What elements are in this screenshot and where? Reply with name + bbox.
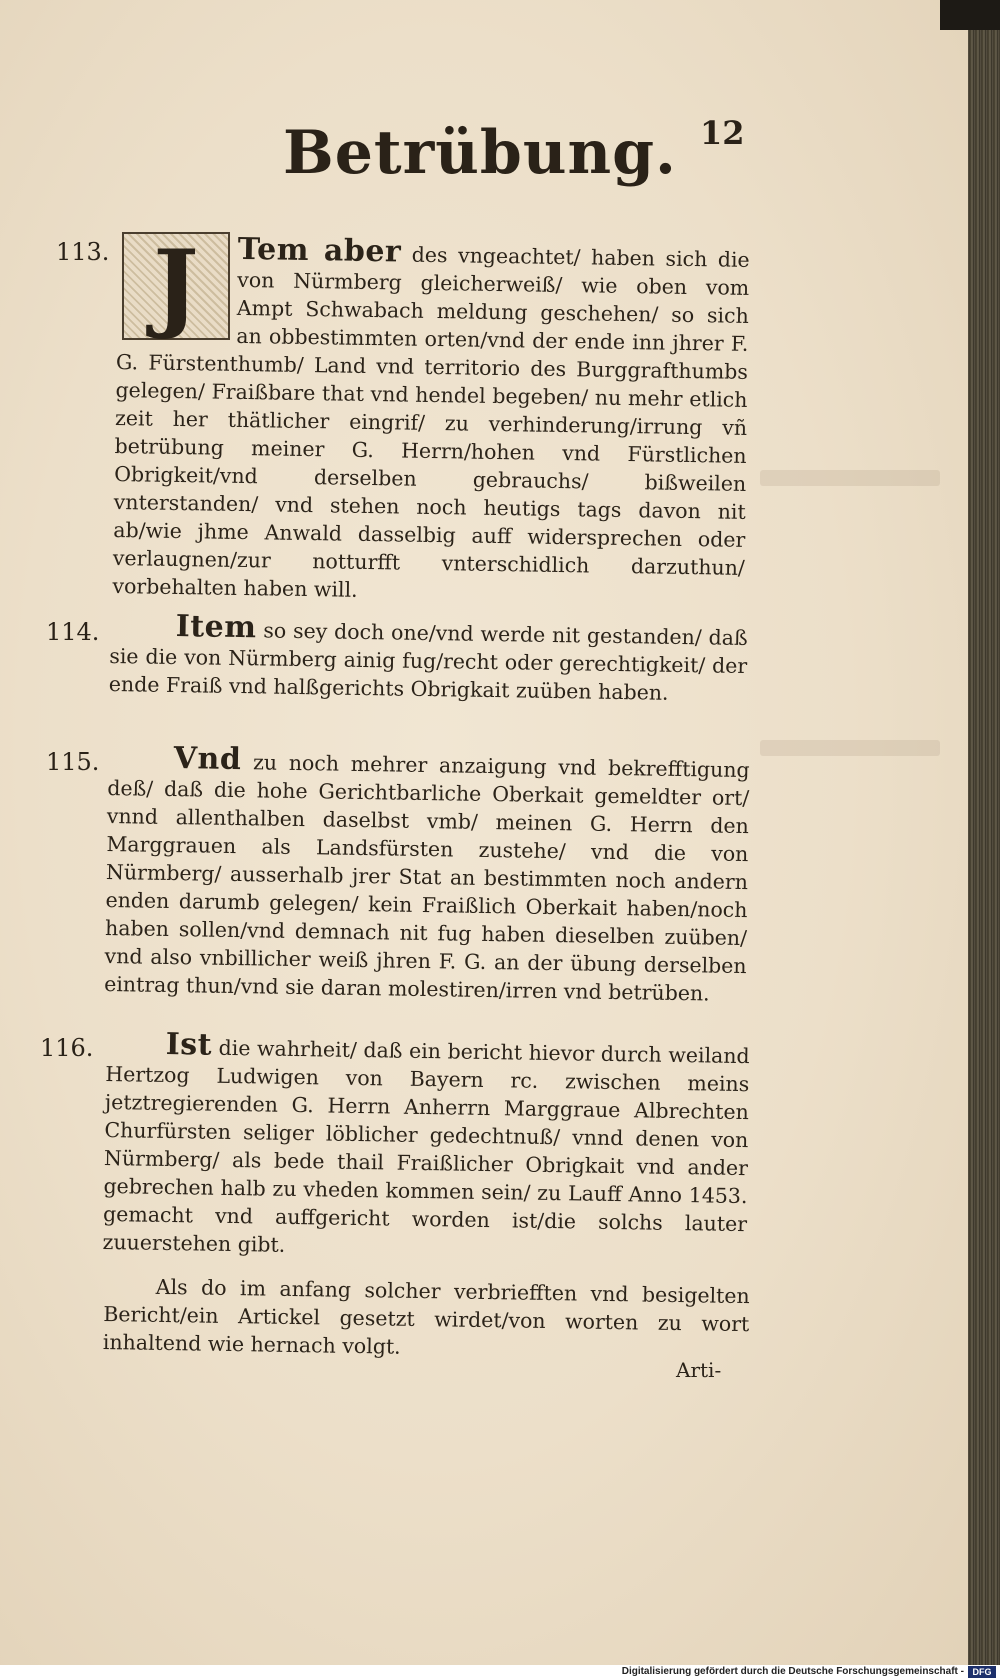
section-text xyxy=(112,229,750,610)
section-number: 116. xyxy=(40,1034,94,1062)
section-body: die wahrheit/ daß ein bericht hievor durch weiland Hertzog Ludwigen von Bayern rc. zwischen meins jetztregierenden G. Herrn Anherrn Marggraue Albrechten Churfürsten seliger löblicher gedechtnuß/ vnnd denen von Nürmberg/ als bede thail Fraißlicher Obrigkait vnd ander gebrechen halb zu vheden kommen sein/ zu Lauff Anno 1453. gemacht vnd auffgericht worden ist/die solchs lauter zuuerstehen gibt. xyxy=(102,1035,750,1257)
section-text xyxy=(108,609,748,708)
section-lead: Item xyxy=(175,609,257,646)
section-number: 114. xyxy=(46,618,100,646)
bleed-through xyxy=(760,470,940,486)
footer-credit: Digitalisierung gefördert durch die Deutsche Forschungsgemeinschaft - xyxy=(621,1666,964,1677)
closing-paragraph xyxy=(103,1272,750,1366)
section-lead: Tem aber xyxy=(237,231,402,270)
section-body: Als do im anfang solcher verbriefften vnd besigelten Bericht/ein Artickel gesetzt wirdet/von worten zu wort inhaltend wie hernach volgt. xyxy=(102,1274,750,1359)
dfg-logo: DFG xyxy=(968,1666,996,1678)
catchword: Arti- xyxy=(676,1358,722,1382)
book-edge xyxy=(968,0,1000,1665)
section-number: 113. xyxy=(56,238,110,266)
book-edge-shadow xyxy=(940,0,1000,30)
section-body: des vngeachtet/ haben sich die von Nürmberg gleicherweiß/ wie oben vom Ampt Schwabach meldung geschehen/ so sich an obbestimmten orten/vnd der ende inn jhrer F. G. Fürstenthumb/ Land vnd territorio des Burggrafthumbs gelegen/ Fraißbare that vnd hendel begeben/ nu mehr etlich zeit her thätlicher eingrif/ zu verhinderung/irrung vñ betrübung meiner G. Herrn/hohen vnd Fürstlichen Obrigkeit/vnd derselben gebrauchs/ bißweilen vnterstanden/ vnd stehen noch heutigs tags davon nit ab/wie jhme Anwald dasselbig auff widersprechen oder verlaugnen/zur notturfft vnterschidlich darzuthun/ vorbehalten haben will. xyxy=(112,242,750,602)
section-number: 115. xyxy=(46,748,100,776)
page-number: 12 xyxy=(700,114,745,152)
initial-letter: J xyxy=(153,229,199,342)
initial-spacer xyxy=(116,229,238,344)
page-heading: Betrübung. xyxy=(283,118,677,188)
section-text xyxy=(104,741,750,1008)
section-lead: Vnd xyxy=(173,741,242,778)
section-body: zu noch mehrer anzaigung vnd bekrefftigung deß/ daß die hohe Gerichtbarliche Oberkait gemeldter ort/ vnnd allenthalben daselbst vmb/ meinen G. Herrn den Marggrauen als Landsfürsten zustehe/ vnd die von Nürmberg/ ausserhalb jrer Stat an bestimmten noch andern enden darumb gelegen/ kein Fraißlich Oberkait haben/noch haben sollen/vnd demnach nit fug haben dieselben zuüben/ vnd also vnbillicher weiß jhren F. G. an der übung derselben eintrag thun/vnd sie daran molestiren/irren vnd betrüben. xyxy=(104,750,750,1006)
section-text xyxy=(102,1026,750,1266)
section-lead: Ist xyxy=(165,1026,213,1063)
section-body: so sey doch one/vnd werde nit gestanden/ daß sie die von Nürmberg ainig fug/recht oder gerechtigkeit/ der ende Fraiß vnd halßgerichts Obrigkait zuüben haben. xyxy=(108,618,748,705)
bleed-through xyxy=(760,740,940,756)
